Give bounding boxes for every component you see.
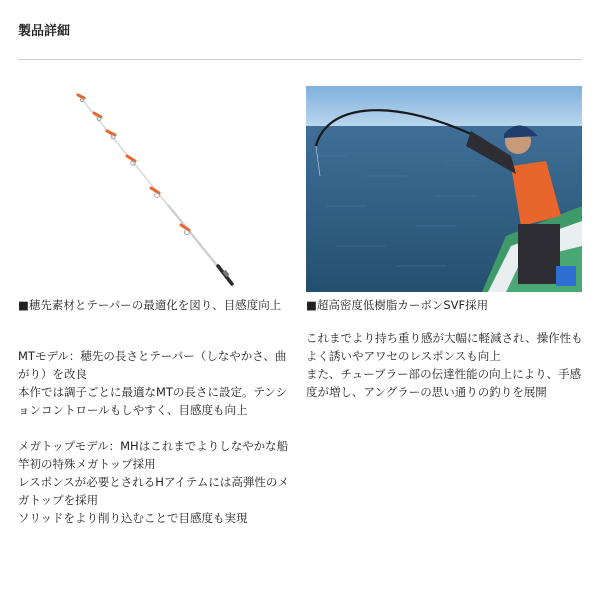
right-heading: ■超高密度低樹脂カーボンSVF採用 — [306, 298, 489, 312]
left-paragraph: ソリッドをより削り込むことで目感度も実現 — [18, 511, 248, 525]
right-paragraph: また、チューブラー部の伝達性能の向上により、手感度が増し、アングラーの思い通りの釣りを展開 — [306, 367, 582, 399]
left-paragraph: MTモデル：穂先の長さとテーパー（しなやかさ、曲がり）を改良 — [18, 349, 287, 381]
fishing-rod-tip-icon — [18, 86, 294, 292]
right-body — [306, 329, 584, 401]
angler-photo-icon — [306, 86, 582, 292]
left-paragraph: レスポンスが必要とされるHアイテムには高弾性のメガトップを採用 — [18, 475, 289, 507]
spacer — [18, 419, 296, 437]
angler-photo — [306, 86, 582, 292]
divider — [18, 59, 582, 60]
left-body — [18, 347, 296, 527]
right-paragraph: これまでより持ち重り感が大幅に軽減され、操作性もよく誘いやアワセのレスポンスも向上 — [306, 331, 583, 363]
left-heading: ■穂先素材とテーパーの最適化を図り、目感度向上 — [18, 298, 282, 312]
rod-tip-image — [18, 86, 294, 292]
left-paragraph: メガトップモデル：MHはこれまでよりしなやかな船竿初の特殊メガトップ採用 — [18, 439, 289, 471]
page-title: 製品詳細 — [18, 24, 71, 39]
left-paragraph: 本作では調子ごとに最適なMTの長さに設定。テンションコントロールもしやすく、目感度も向上 — [18, 385, 288, 417]
